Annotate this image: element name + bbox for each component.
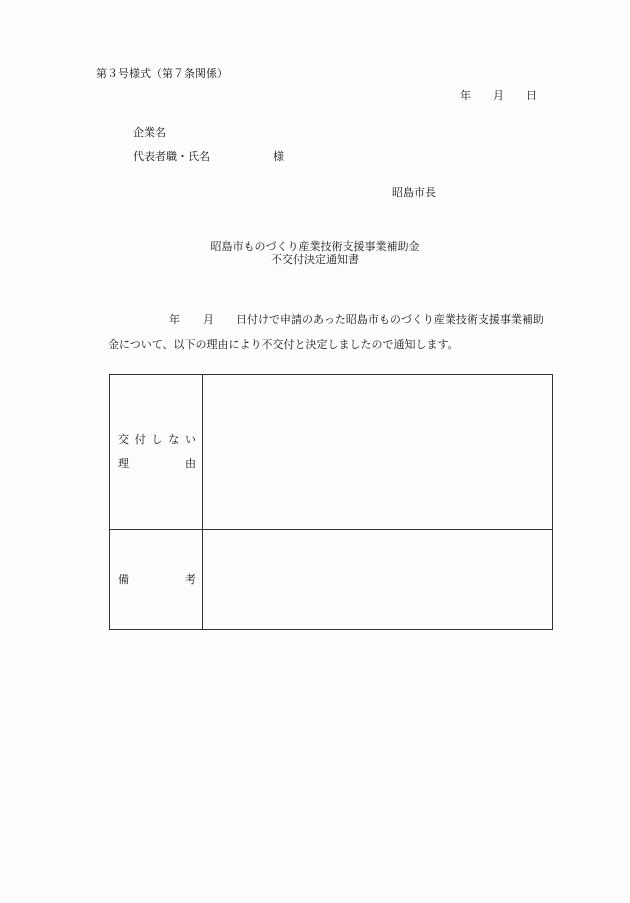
remarks-label (118, 568, 196, 592)
sender-mayor: 昭島市長 (392, 186, 436, 199)
remarks-label-cell (110, 530, 203, 630)
representative-label: 代表者職・氏名 (133, 150, 210, 163)
reason-char: し (151, 433, 163, 446)
body-text (108, 307, 578, 357)
honorific: 様 (273, 150, 284, 163)
company-label: 企業名 (133, 126, 166, 139)
document-title (0, 240, 630, 266)
reason-char: 付 (134, 433, 146, 446)
reason-label-cell (110, 375, 203, 530)
reason-label-line2 (118, 452, 196, 476)
reason-char: 交 (118, 433, 129, 446)
body-text-line1: 日付けで申請のあった昭島市ものづくり産業技術支援事業補助 (236, 313, 544, 326)
date-line (460, 89, 537, 103)
title-line-1: 昭島市ものづくり産業技術支援事業補助金 (210, 240, 420, 253)
remarks-content-cell[interactable] (203, 530, 553, 630)
date-year: 年 (460, 89, 471, 102)
reason-content-cell[interactable] (203, 375, 553, 530)
title-line-2: 不交付決定通知書 (271, 253, 359, 266)
date-month: 月 (493, 89, 504, 102)
body-text-line2: 金について、以下の理由により不交付と決定しましたので通知します。 (108, 338, 459, 351)
reason-char: な (168, 433, 180, 446)
body-month: 月 (203, 313, 214, 326)
reason-label-line1 (118, 428, 196, 452)
reason-table (109, 374, 553, 630)
body-year: 年 (169, 313, 180, 326)
date-day: 日 (526, 89, 537, 102)
reason-char: 理 (118, 457, 129, 470)
reason-char: い (185, 433, 196, 446)
reason-char: 由 (185, 457, 196, 470)
form-number: 第３号様式（第７条関係） (96, 67, 228, 80)
remarks-char: 備 (118, 572, 129, 586)
remarks-char: 考 (185, 572, 196, 586)
